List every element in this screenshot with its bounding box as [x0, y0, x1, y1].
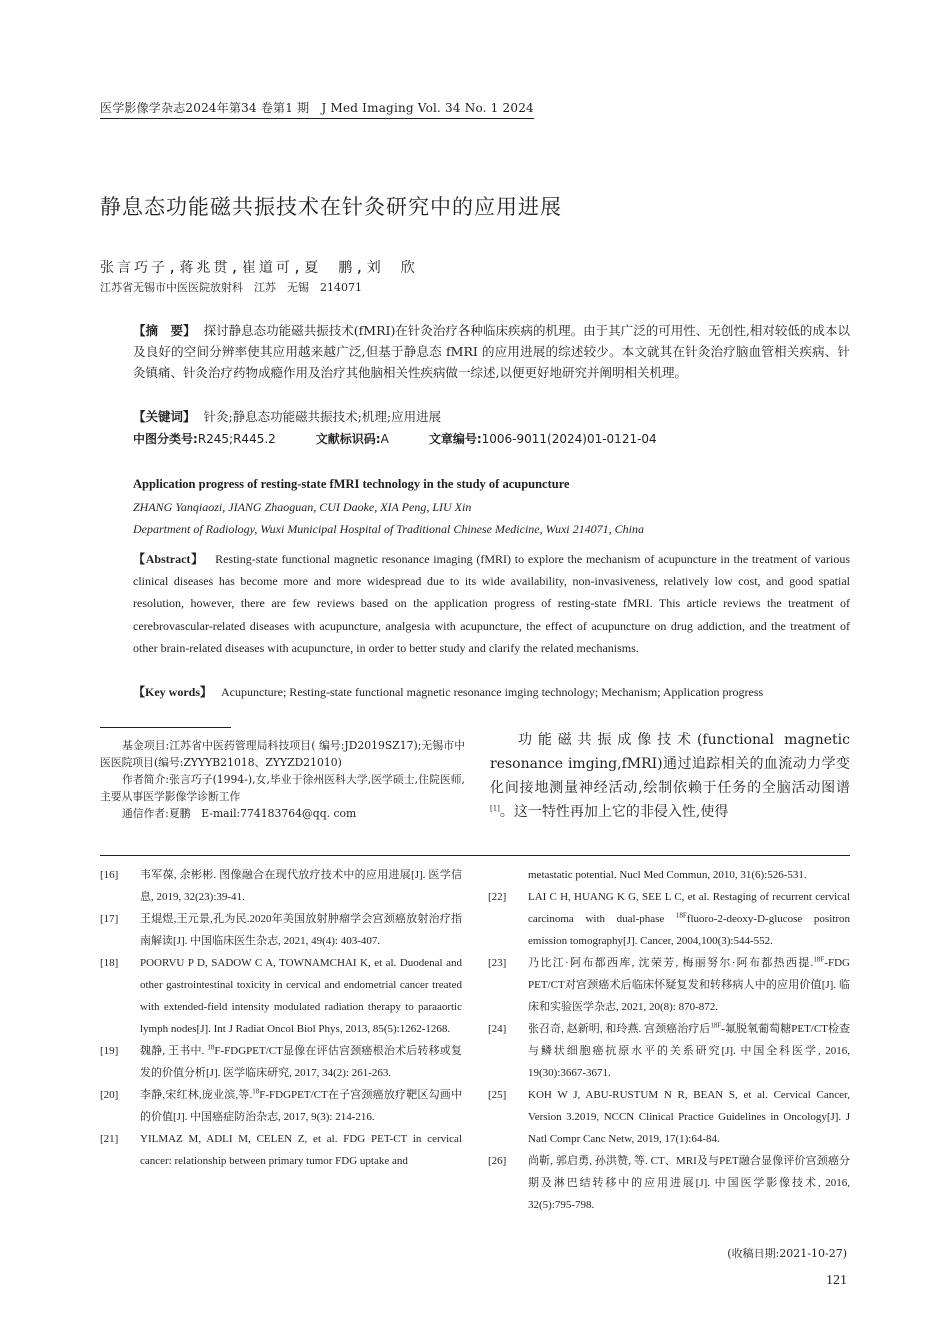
body-intro-text: 功能磁共振成像技术(functional magnetic resonance imging,fMRI)通过追踪相关的血流动力学变化间接地测量神经活动,绘制依赖于任务的全脑活动图谱: [490, 732, 850, 796]
reference-item: [16] 韦军葆, 余彬彬. 图像融合在现代放疗技术中的应用进展[J]. 医学信息, 2019, 32(23):39-41.: [100, 869, 462, 903]
abstract-cn: [133, 320, 850, 383]
reference-item: [18] POORVU P D, SADOW C A, TOWNAMCHAI K, et al. Duodenal and other gastrointestinal toxicity in cervical and endometrial cancer treated with extended-field intensity modulated radiation therapy to paraaortic lymph nodes[J]. Int J Radiat Oncol Biol Phys, 2013, 85(5):1262-1268.: [100, 957, 462, 1035]
reference-item: [26] 尚靳, 郭启勇, 孙洪赞, 等. CT、MRI及与PET融合显像评价宫颈癌分期及淋巴结转移中的应用进展[J]. 中国医学影像技术, 2016, 32(5):795-798.: [488, 1155, 850, 1211]
reference-item: [21] YILMAZ M, ADLI M, CELEN Z, et al. FDG PET-CT in cervical cancer: relationship between primary tumor FDG uptake and: [100, 1133, 462, 1167]
english-title: Application progress of resting-state fMRI technology in the study of acupuncture: [133, 477, 570, 491]
corresponding-author-footnote: 通信作者:夏鹏 E-mail:774183764@qq. com: [122, 807, 357, 820]
journal-running-header: 医学影像学杂志2024年第34 卷第1 期 J Med Imaging Vol. 34 No. 1 2024: [100, 99, 534, 119]
reference-item: [25] KOH W J, ABU-RUSTUM N R, BEAN S, et al. Cervical Cancer, Version 3.2019, NCCN Clinical Practice Guidelines in Oncology[J]. J Natl Compr Canc Netw, 2019, 17(1):64-84.: [488, 1089, 850, 1145]
references-right-column: [488, 864, 850, 1216]
reference-item: [19] 魏静, 王书中. $^{18}$F-FDGPET/CT显像在评估宫颈癌根治术后转移或复发的价值分析[J]. 医学临床研究, 2017, 34(2): 261-263.: [100, 1043, 462, 1079]
abstract-cn-text: 探讨静息态功能磁共振技术(fMRI)在针灸治疗各种临床疾病的机理。由于其广泛的可用性、无创性,相对较低的成本以及良好的空间分辨率使其应用越来越广泛,但基于静息态 fMRI 的应用进展的综述较少。本文就其在针灸治疗脑血管相关疾病、针灸镇痛、针灸治疗药物成瘾作用及治疗其他脑相关性疾病做一综述,以便更好地研究并阐明相关机理。: [133, 323, 850, 380]
footnote-divider: [100, 727, 231, 728]
keywords-cn-text: 针灸;静息态功能磁共振技术;机理;应用进展: [203, 409, 442, 424]
body-intro: [490, 728, 850, 824]
reference-item-continued: metastatic potential. Nucl Med Commun, 2010, 31(6):526-531.: [528, 869, 807, 881]
keywords-cn-label: 【关键词】: [133, 409, 196, 424]
body-intro-text-tail: 。这一特性再加上它的非侵入性,使得: [499, 804, 729, 820]
page-number: 121: [826, 1273, 847, 1288]
received-date: (收稿日期:2021-10-27): [727, 1247, 847, 1260]
classification-row: [133, 430, 657, 447]
article-title: 静息态功能磁共振技术在针灸研究中的应用进展: [100, 195, 562, 219]
footnotes: [100, 737, 465, 822]
author-bio-footnote: 作者简介:张言巧子(1994-),女,毕业于徐州医科大学,医学硕士,住院医师,主要从事医学影像学诊断工作: [100, 773, 465, 803]
reference-item: [22] LAI C H, HUANG K G, SEE L C, et al. Restaging of recurrent cervical carcinoma with dual-phase $^{18F}$fluoro-2-deoxy-D-glucose positron emission tomography[J]. Cancer, 2004,100(3):544-552.: [488, 891, 850, 947]
reference-item: [20] 李静,宋红林,庞业滨,等.$^{18}$F-FDGPET/CT在子宫颈癌放疗靶区勾画中的价值[J]. 中国癌症防治杂志, 2017, 9(3): 214-216.: [100, 1087, 462, 1123]
abstract-en: [133, 548, 850, 659]
author-list: 张言巧子,蒋兆贯,崔道可,夏 鹏,刘 欣: [100, 260, 418, 276]
english-authors: ZHANG Yanqiaozi, JIANG Zhaoguan, CUI Daoke, XIA Peng, LIU Xin: [133, 500, 472, 514]
keywords-cn: [133, 407, 441, 425]
document-code: 文献标识码:A: [315, 432, 389, 446]
abstract-en-label: 【Abstract】: [133, 552, 204, 566]
reference-item: [17] 王焜煜,王元景,孔为民.2020年美国放射肿瘤学会宫颈癌放射治疗指南解读[J]. 中国临床医生杂志, 2021, 49(4): 403-407.: [100, 913, 462, 947]
references-divider: [100, 855, 850, 856]
clc-code: 中图分类号:R245;R445.2: [133, 432, 276, 446]
reference-item: [24] 张召奇, 赵新明, 和玲燕. 宫颈癌治疗后$^{18F}$-氟脱氧葡萄糖PET/CT检查与鳞状细胞癌抗原水平的关系研究[J]. 中国全科医学, 2016, 19(30):3667-3671.: [488, 1021, 850, 1079]
references-left-column: [100, 864, 462, 1172]
reference-item: [23] 乃比江·阿布都西库, 沈荣芳, 梅丽努尔·阿布都热西提.$^{18F}$-FDG PET/CT对宫颈癌术后临床怀疑复发和转移病人中的应用价值[J]. 临床和实验医学杂志, 2021, 20(8): 870-872.: [488, 955, 850, 1013]
article-number: 文章编号:1006-9011(2024)01-0121-04: [428, 432, 657, 446]
abstract-en-text: Resting-state functional magnetic resonance imaging (fMRI) to explore the mechanism of acupuncture in the treatment of various clinical diseases has become more and more widespread due to its wide availability, non-invasiveness, relatively low cost, and good spatial resolution, however, there are few reviews based on the application progress of resting-state fMRI. This article reviews the treatment of cerebrovascular-related diseases with acupuncture, analgesia with acupuncture, the effect of acupuncture on drug addiction, and the treatment of other brain-related diseases with acupuncture, in order to better study and clarify the related mechanisms.: [133, 552, 851, 655]
abstract-cn-label: 【摘 要】: [133, 323, 196, 338]
affiliation: 江苏省无锡市中医医院放射科 江苏 无锡 214071: [100, 281, 362, 294]
keywords-en-label: 【Key words】: [133, 685, 212, 699]
keywords-en-text: Acupuncture; Resting-state functional magnetic resonance imging technology; Mechanism; Application progress: [221, 685, 764, 699]
keywords-en: [133, 683, 763, 700]
citation-marker: [1]: [490, 804, 500, 813]
funding-footnote: 基金项目:江苏省中医药管理局科技项目( 编号:JD2019SZ17);无锡市中医医院项目(编号:ZYYYB21018、ZYYZD21010): [100, 739, 465, 769]
english-affiliation: Department of Radiology, Wuxi Municipal Hospital of Traditional Chinese Medicine, Wuxi 214071, China: [133, 522, 644, 536]
